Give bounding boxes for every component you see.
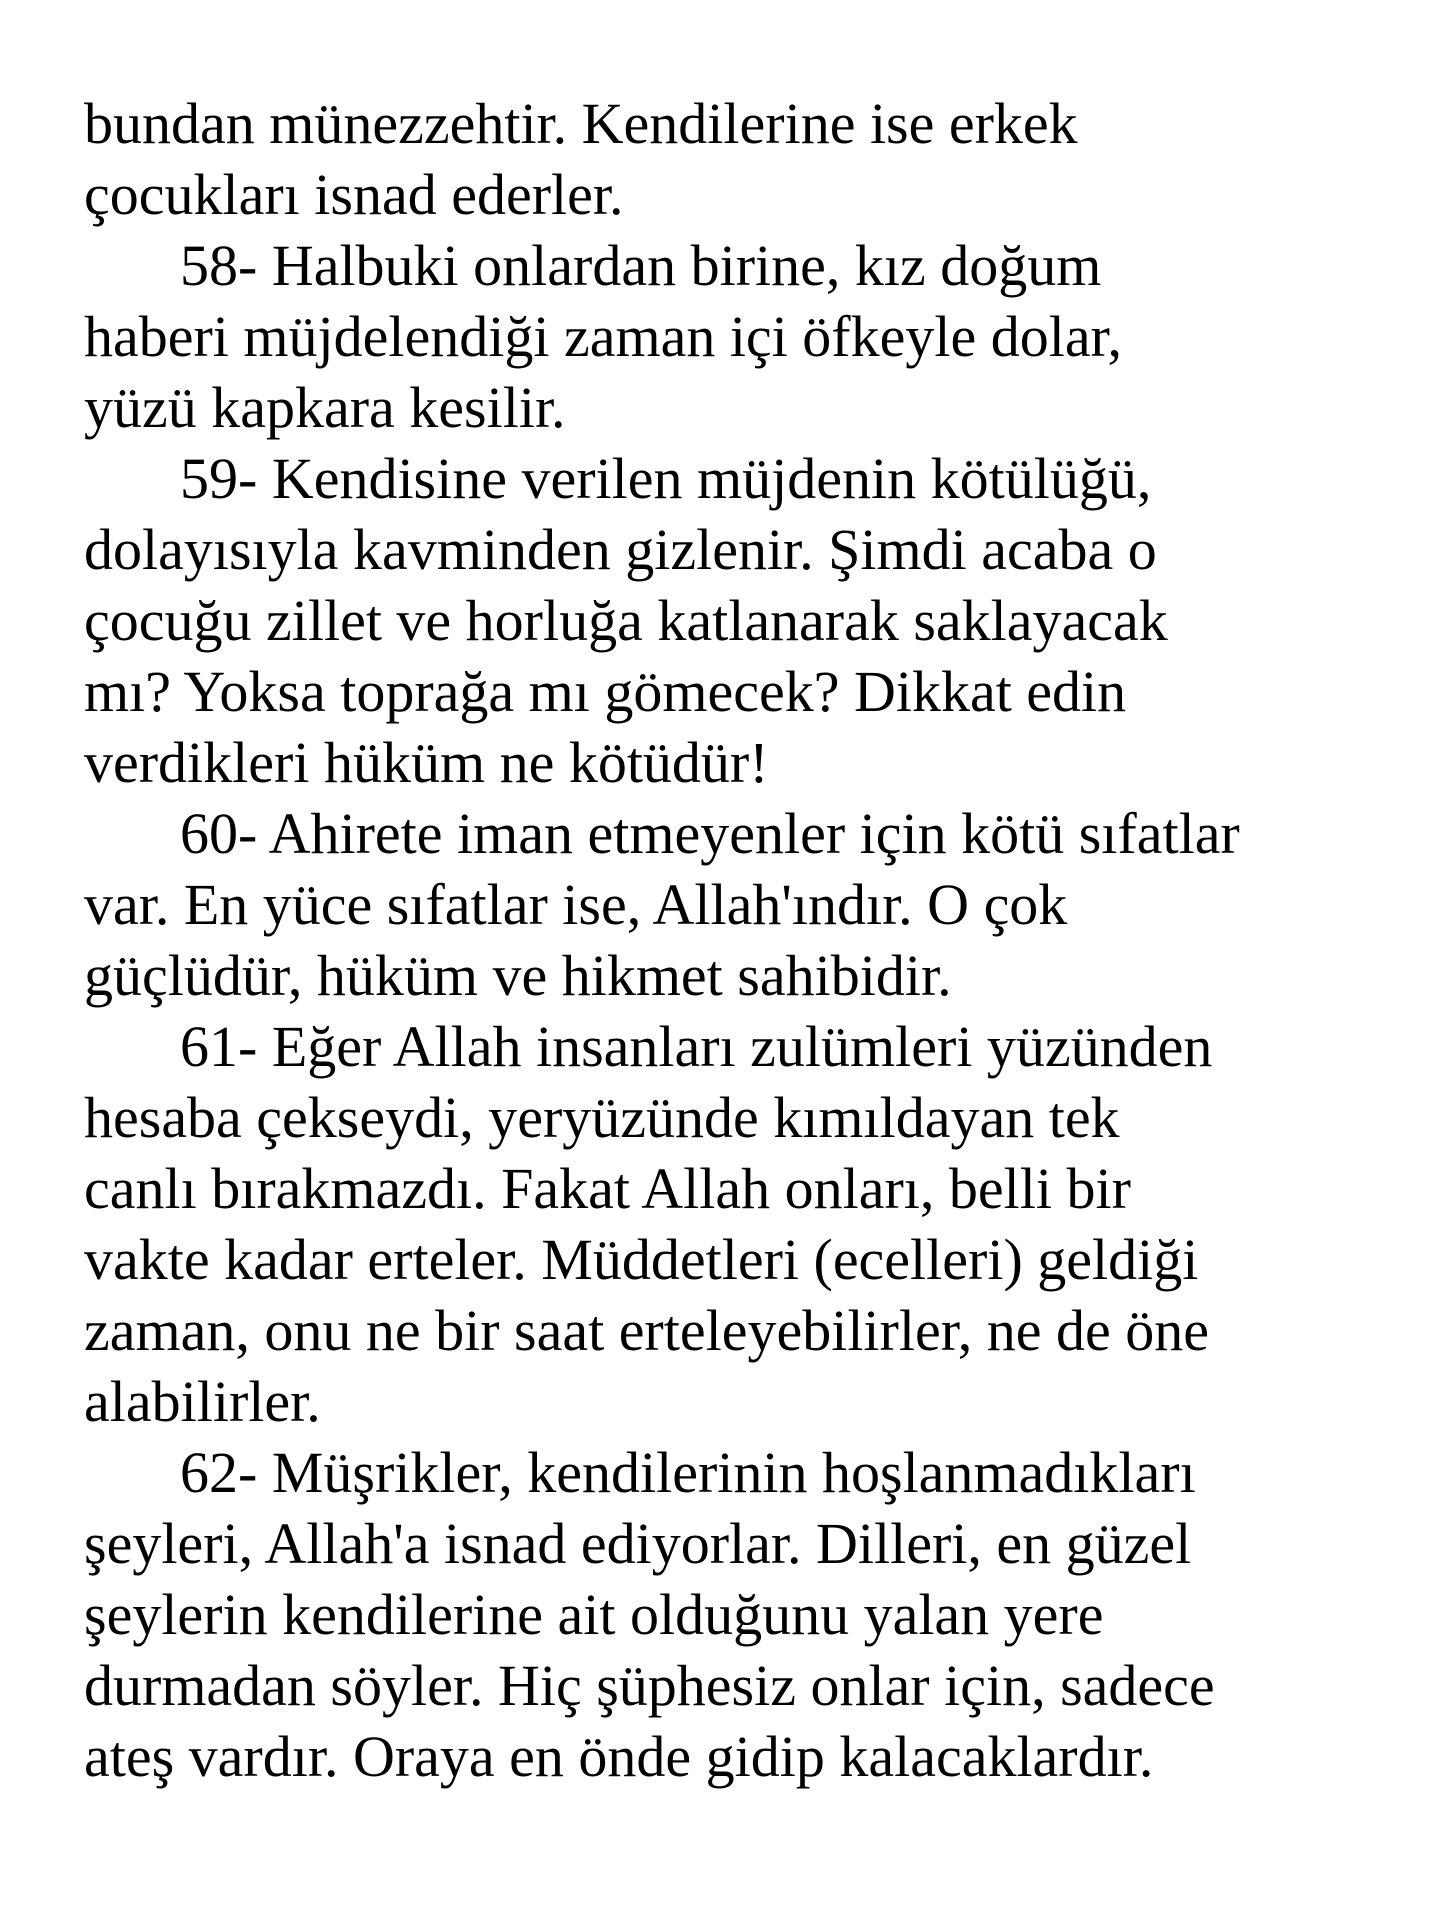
paragraph-verse-59 (84, 443, 1404, 798)
paragraph-verse-60 (84, 798, 1404, 1011)
text-line: mı? Yoksa toprağa mı gömecek? Dikkat edin (84, 659, 1127, 724)
text-line: bundan münezzehtir. Kendilerine ise erkek (84, 91, 1078, 156)
document-page (84, 88, 1404, 1792)
text-line: alabilirler. (84, 1369, 321, 1434)
text-line: vakte kadar erteler. Müddetleri (ecelleri) geldiği (84, 1227, 1199, 1292)
text-line: 61- Eğer Allah insanları zulümleri yüzünden (180, 1014, 1213, 1079)
text-line: yüzü kapkara kesilir. (84, 375, 566, 440)
text-line: hesaba çekseydi, yeryüzünde kımıldayan tek (84, 1085, 1120, 1150)
paragraph-verse-58 (84, 230, 1404, 443)
paragraph-verse-62 (84, 1437, 1404, 1792)
text-line: 60- Ahirete iman etmeyenler için kötü sıfatlar (180, 801, 1240, 866)
text-line: 59- Kendisine verilen müjdenin kötülüğü, (180, 446, 1152, 511)
text-line: güçlüdür, hüküm ve hikmet sahibidir. (84, 943, 952, 1008)
text-line: 58- Halbuki onlardan birine, kız doğum (180, 233, 1102, 298)
text-line: zaman, onu ne bir saat erteleyebilirler, ne de öne (84, 1298, 1209, 1363)
text-line: var. En yüce sıfatlar ise, Allah'ındır. O çok (84, 872, 1068, 937)
text-line: çocuğu zillet ve horluğa katlanarak saklayacak (84, 588, 1168, 653)
paragraph-verse-61 (84, 1011, 1404, 1437)
text-line: çocukları isnad ederler. (84, 162, 624, 227)
text-line: 62- Müşrikler, kendilerinin hoşlanmadıkları (180, 1440, 1196, 1505)
text-line: durmadan söyler. Hiç şüphesiz onlar için, sadece (84, 1653, 1215, 1718)
text-line: dolayısıyla kavminden gizlenir. Şimdi acaba o (84, 517, 1157, 582)
text-line: canlı bırakmazdı. Fakat Allah onları, belli bir (84, 1156, 1131, 1221)
text-line: ateş vardır. Oraya en önde gidip kalacaklardır. (84, 1724, 1154, 1789)
text-line: şeylerin kendilerine ait olduğunu yalan yere (84, 1582, 1104, 1647)
paragraph-continuation (84, 88, 1404, 230)
text-line: verdikleri hüküm ne kötüdür! (84, 730, 769, 795)
text-line: şeyleri, Allah'a isnad ediyorlar. Dilleri, en güzel (84, 1511, 1192, 1576)
text-line: haberi müjdelendiği zaman içi öfkeyle dolar, (84, 304, 1123, 369)
